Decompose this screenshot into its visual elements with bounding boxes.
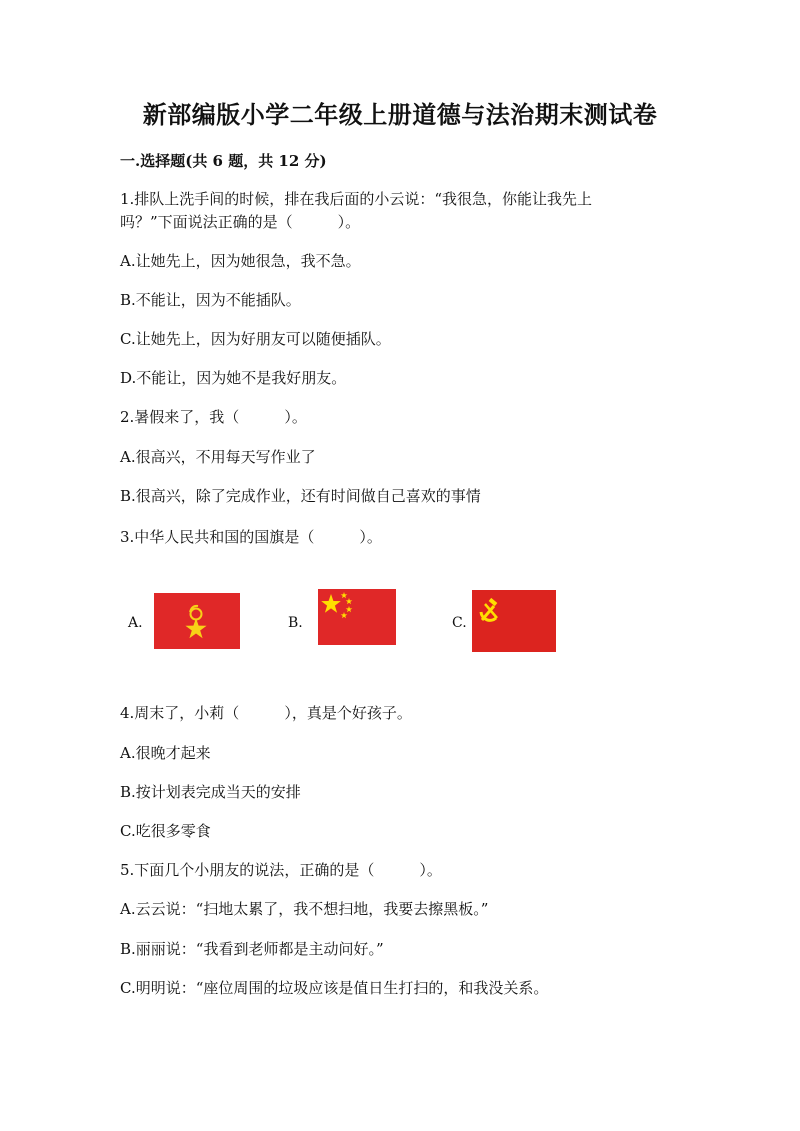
- question-5-option-c: C.明明说：“座位周围的垃圾应该是值日生打扫的，和我没关系。: [120, 979, 549, 997]
- youth-league-flag-icon: [154, 593, 240, 649]
- question-4-option-b: B.按计划表完成当天的安排: [120, 783, 301, 801]
- question-3-option-c-label: C.: [452, 615, 467, 631]
- question-1-option-c: C.让她先上，因为好朋友可以随便插队。: [120, 330, 391, 348]
- page-title: 新部编版小学二年级上册道德与法治期末测试卷: [142, 100, 658, 129]
- question-1-option-d: D.不能让，因为她不是我好朋友。: [120, 369, 347, 387]
- question-3-stem: 3.中华人民共和国的国旗是（ ）。: [120, 528, 382, 546]
- question-2-option-b: B.很高兴，除了完成作业，还有时间做自己喜欢的事情: [120, 487, 481, 505]
- question-4-stem: 4.周末了，小莉（ ），真是个好孩子。: [120, 704, 412, 722]
- question-1-option-a: A.让她先上，因为她很急，我不急。: [120, 252, 361, 270]
- question-3-option-b-label: B.: [288, 615, 303, 631]
- question-1-option-b: B.不能让，因为不能插队。: [120, 291, 301, 309]
- question-3-flag-options: [120, 588, 680, 656]
- question-4-option-c: C.吃很多零食: [120, 822, 211, 840]
- question-2-stem: 2.暑假来了，我（ ）。: [120, 408, 307, 426]
- question-1-stem-line-2: 吗？”下面说法正确的是（ ）。: [120, 213, 361, 231]
- section-heading: 一.选择题(共 6 题，共 12 分): [120, 152, 327, 170]
- china-national-flag-icon: [318, 589, 396, 645]
- question-5-option-b: B.丽丽说：“我看到老师都是主动问好。”: [120, 940, 384, 958]
- party-flag-icon: [472, 590, 556, 652]
- question-1-stem-line-1: 1.排队上洗手间的时候，排在我后面的小云说：“我很急，你能让我先上: [120, 190, 592, 208]
- question-5-stem: 5.下面几个小朋友的说法，正确的是（ ）。: [120, 861, 442, 879]
- question-4-option-a: A.很晚才起来: [120, 744, 211, 762]
- question-3-option-a-label: A.: [128, 615, 143, 631]
- question-2-option-a: A.很高兴，不用每天写作业了: [120, 448, 316, 466]
- question-5-option-a: A.云云说：“扫地太累了，我不想扫地，我要去擦黑板。”: [120, 900, 489, 918]
